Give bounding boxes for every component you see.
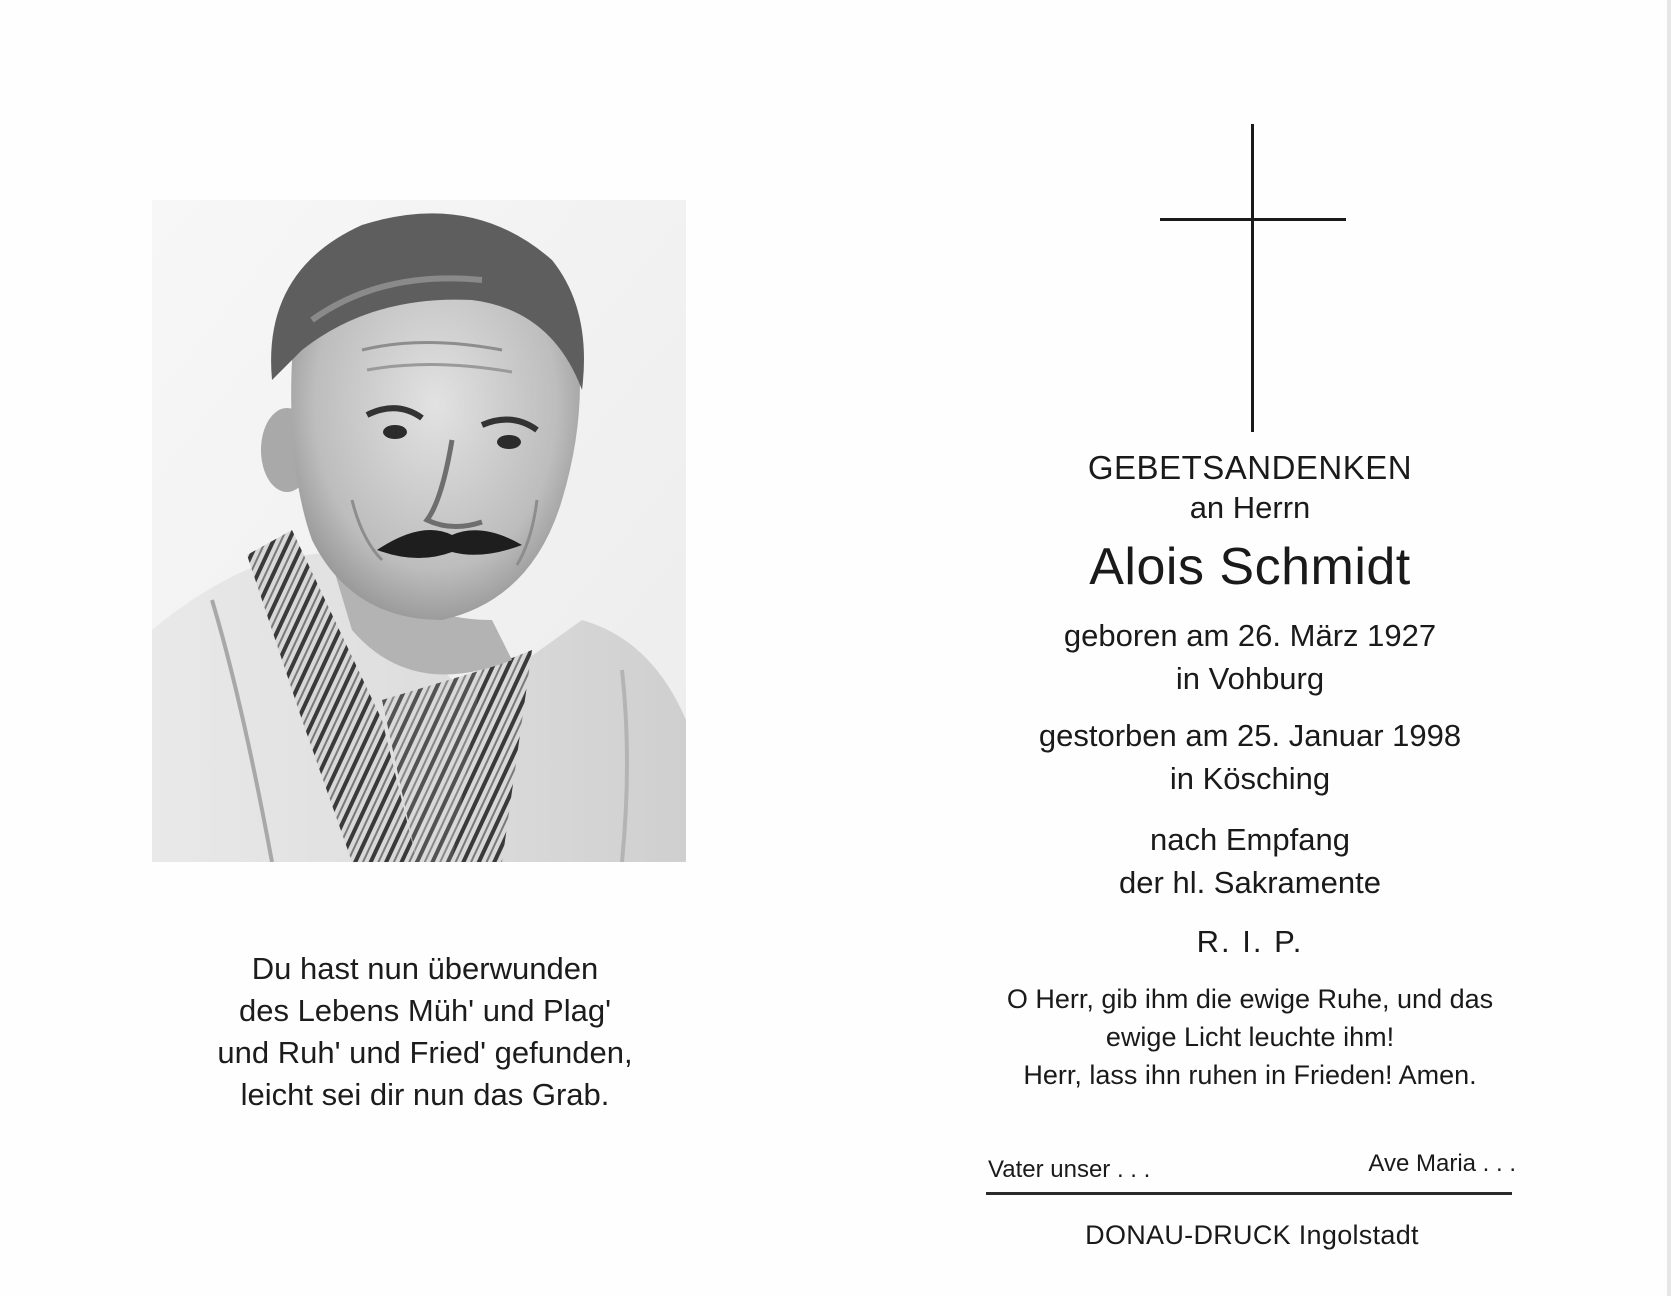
deceased-name: Alois Schmidt (1089, 538, 1411, 596)
birth-place: in Vohburg (1175, 661, 1325, 696)
memorial-heading: GEBETSANDENKEN (1087, 449, 1413, 486)
birth-date: geboren am 26. März 1927 (1063, 618, 1437, 653)
portrait-photo-icon (152, 200, 686, 862)
death-date: gestorben am 25. Januar 1998 (1038, 718, 1462, 753)
divider-line (986, 1192, 1512, 1195)
prayer-line: ewige Licht leuchte ihm! (1105, 1022, 1395, 1052)
sacrament-line: nach Empfang (1150, 822, 1350, 857)
printer-imprint: DONAU-DRUCK Ingolstadt (1085, 1220, 1419, 1250)
salutation: an Herrn (1189, 490, 1311, 525)
prayer-line: O Herr, gib ihm die ewige Ruhe, und das (1006, 984, 1494, 1014)
card-edge (1667, 0, 1671, 1296)
verse-line: leicht sei dir nun das Grab. (240, 1077, 610, 1112)
closing-prayers (988, 1150, 1516, 1186)
prayer-line: Herr, lass ihn ruhen in Frieden! Amen. (1023, 1060, 1477, 1090)
verse-block (152, 948, 698, 1116)
ave-maria: Ave Maria . . . (1368, 1150, 1516, 1177)
verse-line: Du hast nun überwunden (251, 951, 599, 986)
verse-line: des Lebens Müh' und Plag' (238, 993, 612, 1028)
rip-text: R. I. P. (1196, 924, 1304, 959)
death-place: in Kösching (1169, 761, 1331, 796)
vater-unser: Vater unser . . . (988, 1156, 1151, 1183)
cross-icon (1158, 124, 1348, 434)
verse-line: und Ruh' und Fried' gefunden, (217, 1035, 633, 1070)
memorial-text (980, 448, 1520, 1094)
sacrament-line: der hl. Sakramente (1119, 865, 1381, 900)
